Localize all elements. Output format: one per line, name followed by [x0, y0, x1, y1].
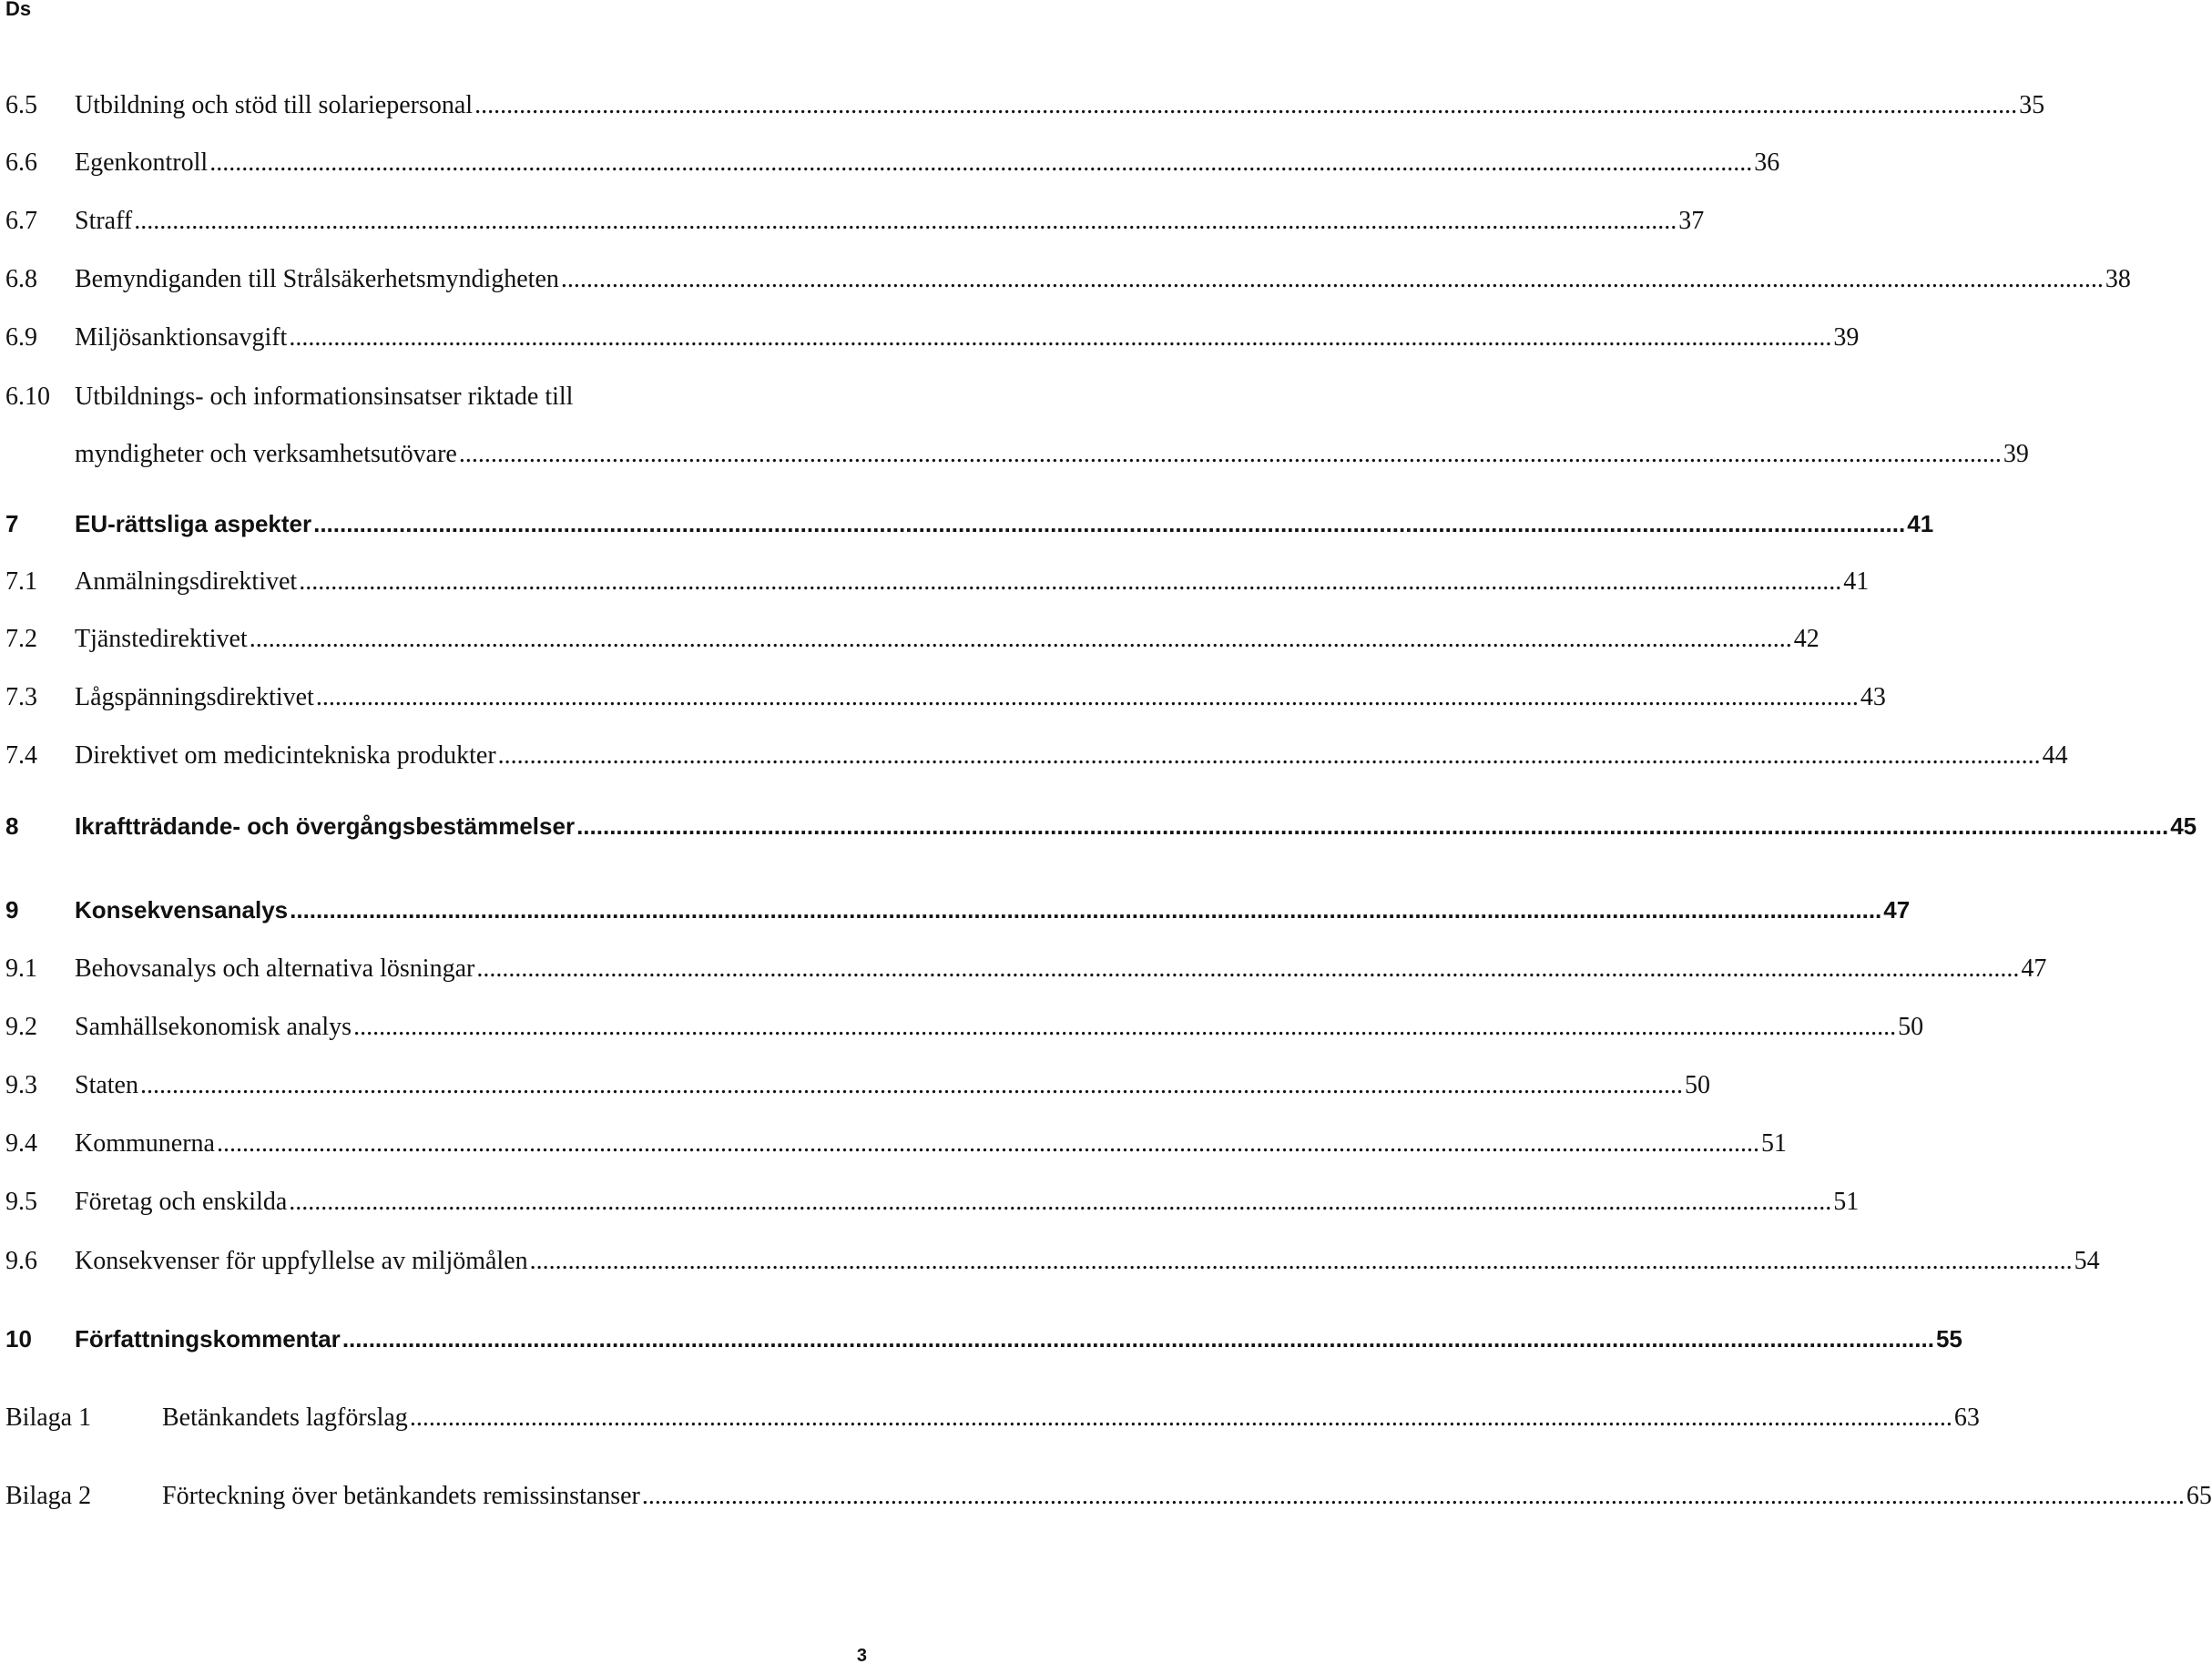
dot-leader — [530, 1247, 2073, 1276]
toc-entry-6-5[interactable] — [5, 91, 2045, 120]
toc-entry-9-1[interactable] — [5, 954, 2047, 984]
dot-leader — [474, 91, 2017, 120]
toc-entry-9-6[interactable] — [5, 1247, 2100, 1276]
toc-entry-title: Konsekvenser för uppfyllelse av miljömålen — [75, 1247, 528, 1275]
toc-appendix-2[interactable] — [5, 1482, 2212, 1511]
toc-entry-number: 7.4 — [5, 741, 37, 770]
dot-leader — [410, 1404, 1952, 1433]
toc-entry-title: Utbildnings- och informationsinsatser riktade till — [75, 383, 574, 411]
toc-entry-page: 51 — [1760, 1129, 1787, 1158]
toc-appendix-page: 65 — [2186, 1482, 2212, 1510]
toc-chapter-page: 55 — [1935, 1325, 1962, 1352]
toc-entry-page: 50 — [1685, 1071, 1710, 1099]
toc-entry-9-5[interactable] — [5, 1188, 1860, 1217]
toc-entry-number: 6.7 — [5, 207, 37, 235]
toc-entry-6-8[interactable] — [5, 265, 2131, 294]
toc-chapter-9[interactable] — [5, 896, 1911, 924]
toc-entry-page: 43 — [1860, 683, 1886, 711]
toc-entry-page: 39 — [1833, 323, 1860, 352]
dot-leader — [476, 954, 2019, 984]
toc-appendix-1[interactable] — [5, 1404, 1980, 1433]
dot-leader — [313, 510, 1905, 538]
dot-leader — [140, 1071, 1683, 1100]
toc-entry-6-10-continuation[interactable] — [5, 440, 2029, 469]
toc-entry-number: 9.2 — [5, 1013, 37, 1041]
toc-entry-page: 50 — [1898, 1013, 1924, 1041]
dot-leader — [561, 265, 2104, 294]
toc-chapter-title: EU-rättsliga aspekter — [75, 510, 312, 537]
toc-entry-title: Egenkontroll — [75, 148, 209, 177]
toc-entry-title: Anmälningsdirektivet — [75, 567, 298, 596]
toc-entry-title: Tjänstedirektivet — [75, 625, 248, 653]
toc-entry-7-3[interactable] — [5, 683, 1886, 712]
toc-appendix-title: Betänkandets lagförslag — [162, 1404, 408, 1432]
dot-leader — [642, 1482, 2185, 1511]
toc-entry-page: 35 — [2019, 91, 2045, 119]
dot-leader — [134, 207, 1677, 236]
toc-entry-title: Bemyndiganden till Strålsäkerhetsmyndigheten — [75, 265, 559, 293]
toc-chapter-page: 45 — [2170, 812, 2197, 840]
toc-entry-title: Miljösanktionsavgift — [75, 323, 288, 352]
dot-leader — [459, 440, 2002, 469]
toc-chapter-title: Konsekvensanalys — [75, 896, 289, 924]
toc-entry-page: 51 — [1833, 1188, 1860, 1216]
toc-entry-number: 6.10 — [5, 383, 50, 411]
toc-entry-page: 54 — [2074, 1247, 2100, 1275]
toc-entry-page: 37 — [1678, 207, 1705, 235]
dot-leader — [289, 323, 1831, 352]
toc-entry-title: Behovsanalys och alternativa lösningar — [75, 954, 475, 983]
toc-chapter-number: 10 — [5, 1325, 32, 1352]
toc-chapter-number: 9 — [5, 896, 19, 924]
toc-entry-number: 9.5 — [5, 1188, 37, 1216]
running-header: Ds — [5, 0, 32, 20]
toc-chapter-title: Författningskommentar — [75, 1325, 341, 1352]
toc-entry-number: 6.5 — [5, 91, 37, 119]
toc-entry-number: 6.9 — [5, 323, 37, 352]
toc-entry-title: Staten — [75, 1071, 138, 1099]
toc-chapter-number: 7 — [5, 510, 19, 537]
toc-entry-6-10[interactable] — [5, 383, 869, 412]
toc-entry-number: 9.4 — [5, 1129, 37, 1158]
dot-leader — [299, 567, 1841, 597]
toc-entry-number: 7.2 — [5, 625, 37, 653]
toc-chapter-8[interactable] — [5, 812, 2197, 841]
toc-entry-title: Lågspänningsdirektivet — [75, 683, 314, 711]
toc-entry-title-continuation: myndigheter och verksamhetsutövare — [75, 440, 457, 468]
toc-entry-7-1[interactable] — [5, 567, 1870, 597]
toc-entry-9-4[interactable] — [5, 1129, 1787, 1159]
toc-appendix-title: Förteckning över betänkandets remissinstanser — [162, 1482, 640, 1510]
toc-appendix-number: Bilaga 1 — [5, 1404, 92, 1432]
toc-entry-9-2[interactable] — [5, 1013, 1924, 1042]
toc-chapter-title: Ikraftträdande- och övergångsbestämmelser — [75, 812, 576, 840]
toc-chapter-page: 41 — [1907, 510, 1934, 537]
toc-entry-number: 6.8 — [5, 265, 37, 293]
toc-entry-9-3[interactable] — [5, 1071, 1710, 1100]
dot-leader — [290, 896, 1881, 924]
dot-leader — [342, 1325, 1934, 1353]
toc-entry-page: 38 — [2105, 265, 2131, 293]
toc-entry-page: 47 — [2021, 954, 2047, 983]
dot-leader — [353, 1013, 1896, 1042]
toc-entry-page: 36 — [1754, 148, 1780, 177]
toc-entry-6-9[interactable] — [5, 323, 1860, 352]
dot-leader — [498, 741, 2041, 771]
toc-entry-6-7[interactable] — [5, 207, 1705, 236]
toc-entry-title: Utbildning och stöd till solariepersonal — [75, 91, 474, 119]
dot-leader — [316, 683, 1859, 712]
toc-entry-6-6[interactable] — [5, 148, 1780, 178]
toc-entry-number: 6.6 — [5, 148, 37, 177]
toc-entry-page: 44 — [2042, 741, 2068, 770]
toc-chapter-10[interactable] — [5, 1325, 1962, 1353]
toc-entry-page: 41 — [1843, 567, 1870, 596]
dot-leader — [576, 812, 2168, 841]
toc-entry-number: 7.3 — [5, 683, 37, 711]
dot-leader — [289, 1188, 1831, 1217]
toc-entry-page: 39 — [2003, 440, 2029, 468]
toc-chapter-page: 47 — [1883, 896, 1911, 924]
dot-leader — [217, 1129, 1759, 1159]
toc-chapter-7[interactable] — [5, 510, 1934, 538]
toc-entry-number: 9.3 — [5, 1071, 37, 1099]
toc-entry-page: 42 — [1793, 625, 1820, 653]
toc-entry-title: Företag och enskilda — [75, 1188, 288, 1216]
toc-entry-7-2[interactable] — [5, 625, 1820, 654]
toc-appendix-page: 63 — [1953, 1404, 1980, 1432]
dot-leader — [250, 625, 1792, 654]
toc-chapter-number: 8 — [5, 812, 19, 840]
toc-entry-title: Direktivet om medicintekniska produkter — [75, 741, 496, 770]
toc-appendix-number: Bilaga 2 — [5, 1482, 92, 1510]
toc-entry-number: 9.6 — [5, 1247, 37, 1275]
toc-entry-7-4[interactable] — [5, 741, 2068, 771]
toc-entry-number: 9.1 — [5, 954, 37, 983]
toc-entry-title: Kommunerna — [75, 1129, 215, 1158]
toc-entry-title: Straff — [75, 207, 133, 235]
toc-entry-title: Samhällsekonomisk analys — [75, 1013, 352, 1041]
dot-leader — [209, 148, 1752, 178]
page-number: 3 — [856, 1646, 867, 1666]
toc-entry-number: 7.1 — [5, 567, 37, 596]
